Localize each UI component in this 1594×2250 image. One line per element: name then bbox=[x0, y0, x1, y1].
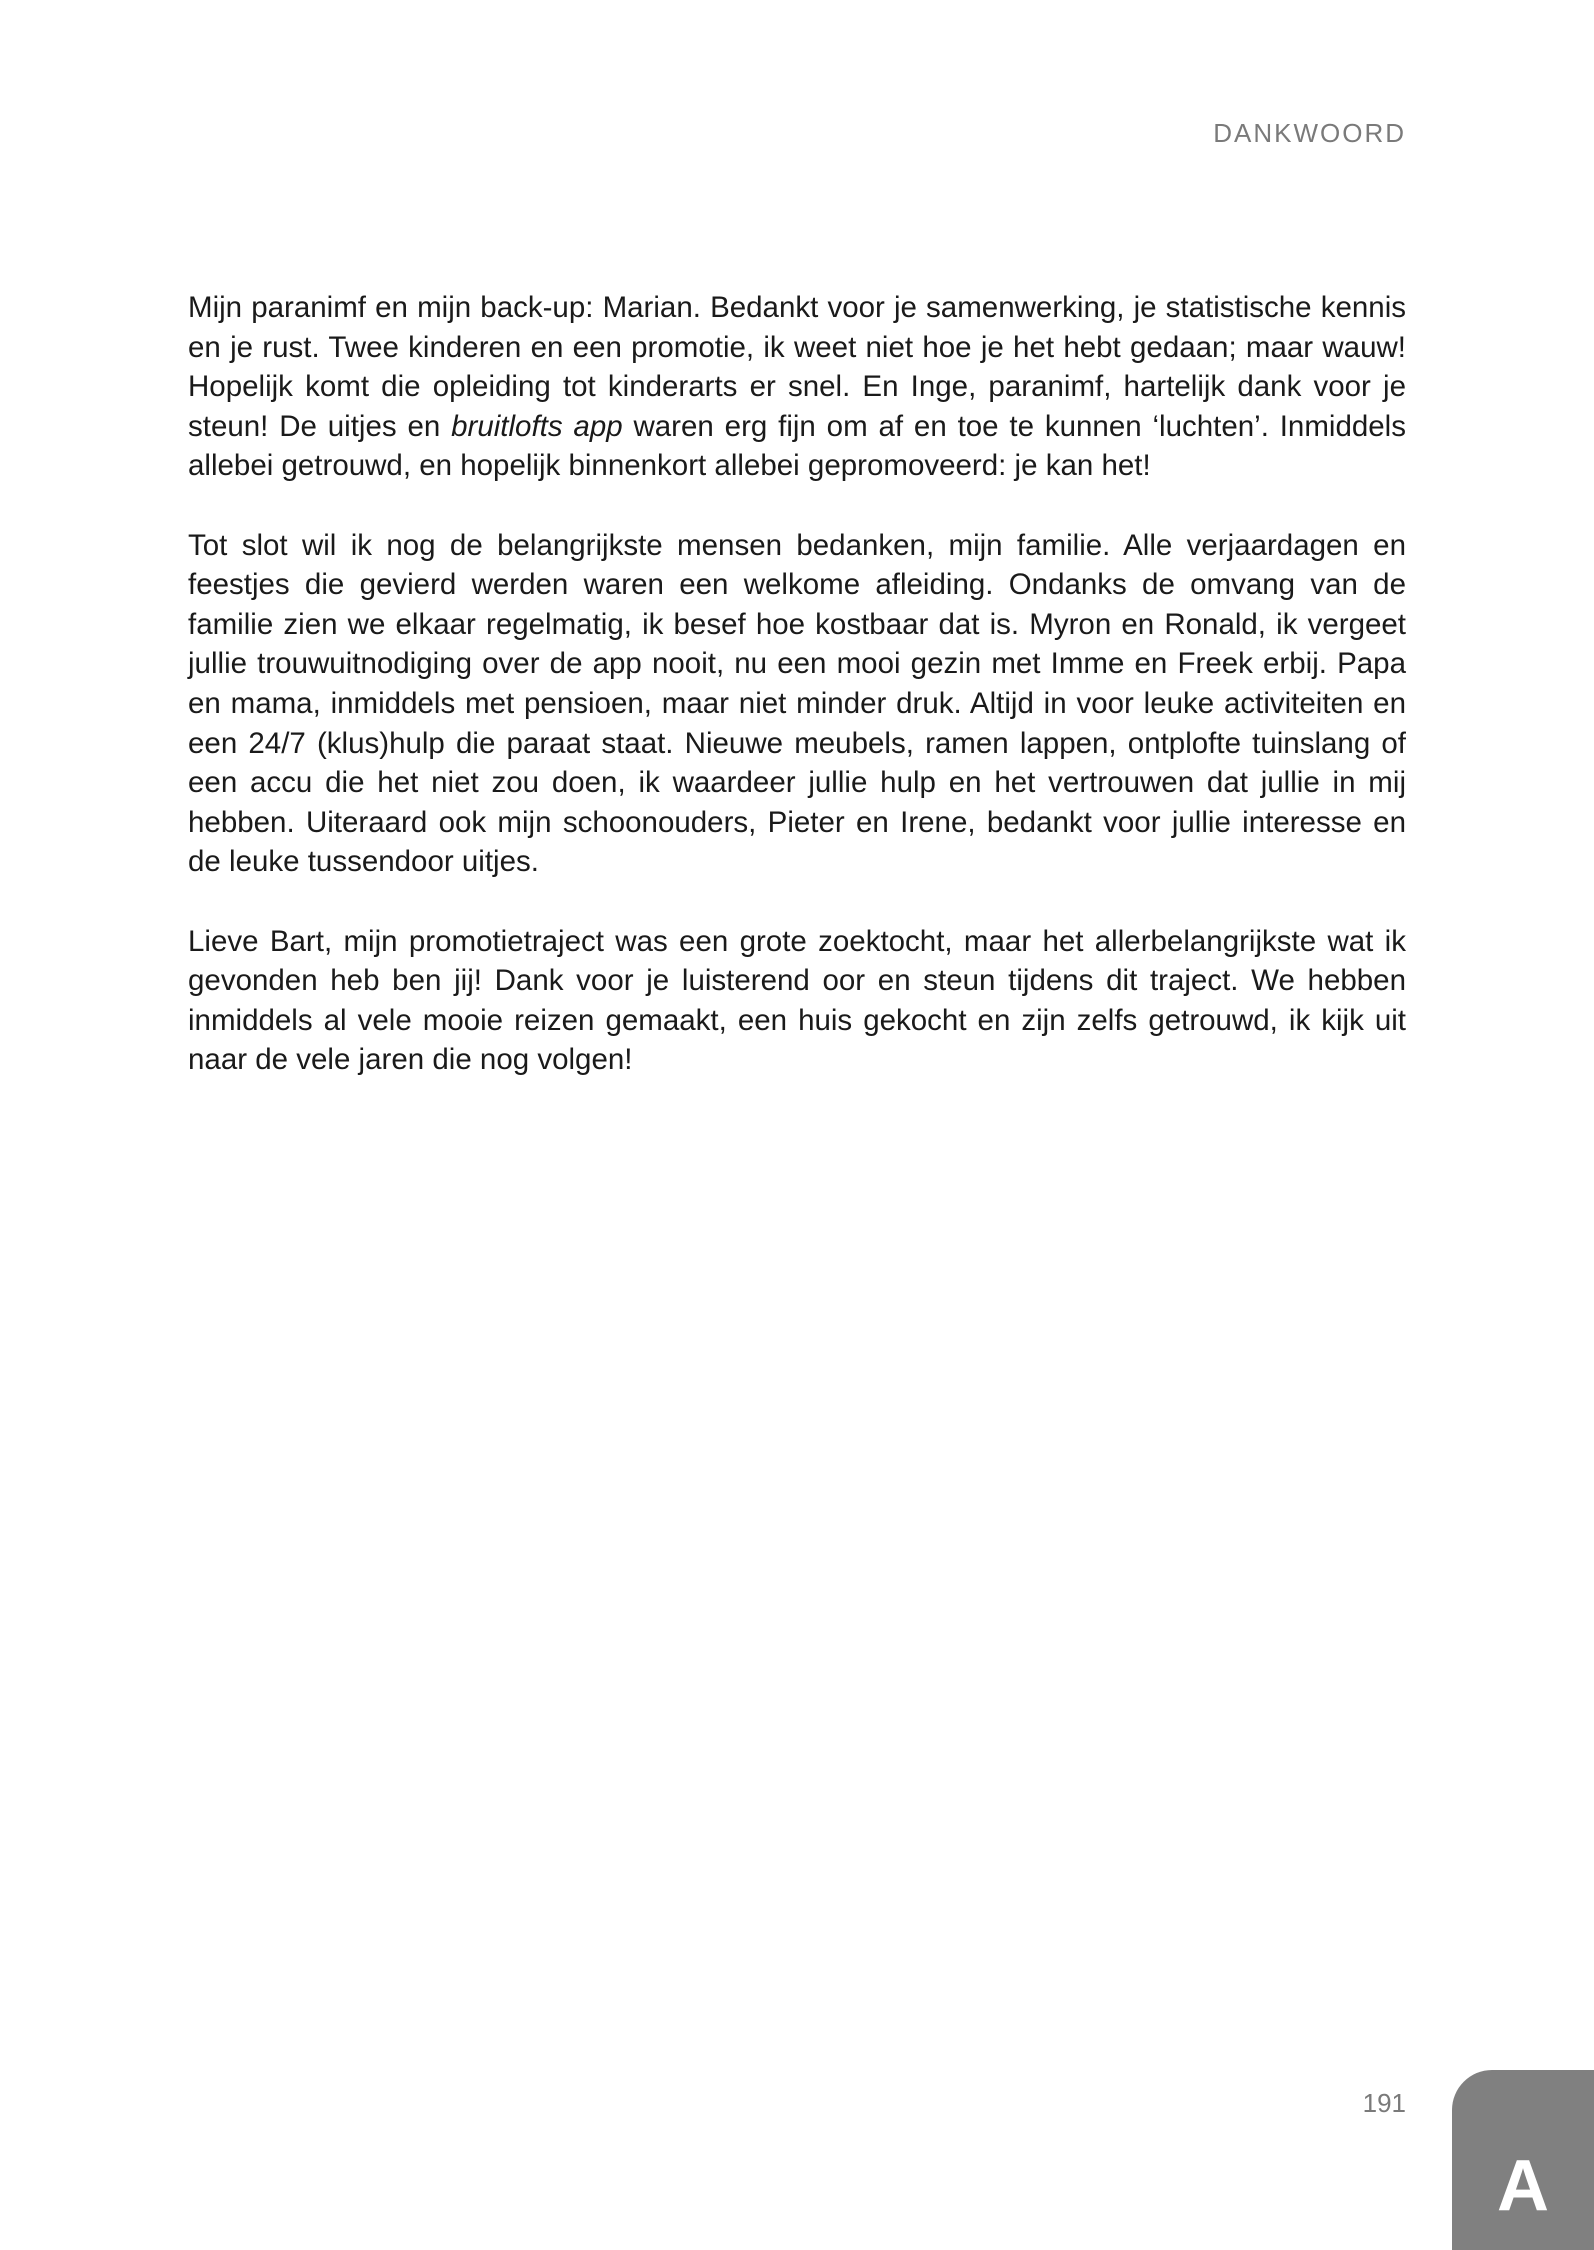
paragraph-familie: Tot slot wil ik nog de belangrijkste mensen bedanken, mijn familie. Alle verjaardagen en feestjes die gevierd werden waren een welkome afleiding. Ondanks de omvang van de familie zien we elkaar regelmatig, ik besef hoe kostbaar dat is. Myron en Ronald, ik vergeet jullie trouwuitnodiging over de app nooit, nu een mooi gezin met Imme en Freek erbij. Papa en mama, inmiddels met pensioen, maar niet minder druk. Altijd in voor leuke activiteiten en een 24/7 (klus)hulp die paraat staat. Nieuwe meubels, ramen lappen, ontplofte tuinslang of een accu die het niet zou doen, ik waardeer jullie hulp en het vertrouwen dat jullie in mij hebben. Uiteraard ook mijn schoonouders, Pieter en Irene, bedankt voor jullie interesse en de leuke tussendoor uitjes. bbox=[188, 528, 1406, 879]
paragraph-paranimfen-text-end: waren erg fijn om af en toe te kunnen ‘luchten’. Inmiddels allebei getrouwd, en hopelijk binnenkort allebei gepromoveerd: je kan het! bbox=[188, 409, 1406, 483]
body-text bbox=[188, 288, 1406, 1119]
paragraph-paranimfen-italic: bruitlofts app bbox=[451, 409, 623, 443]
section-tab-letter: A bbox=[1497, 2146, 1549, 2226]
section-tab bbox=[1452, 2070, 1594, 2250]
paragraph-bart: Lieve Bart, mijn promotietraject was een grote zoektocht, maar het allerbelangrijkste wat ik gevonden heb ben jij! Dank voor je luisterend oor en steun tijdens dit traject. We hebben inmiddels al vele mooie reizen gemaakt, een huis gekocht en zijn zelfs getrouwd, ik kijk uit naar de vele jaren die nog volgen! bbox=[188, 924, 1406, 1077]
running-header: DANKWOORD bbox=[1213, 118, 1406, 148]
paragraph-paranimfen-text-start: Mijn paranimf en mijn back-up: Marian. Bedankt voor je samenwerking, je statistische kennis en je rust. Twee kinderen en een promotie, ik weet niet hoe je het hebt gedaan; maar wauw! Hopelijk komt die opleiding tot kinderarts er snel. En Inge, paranimf, hartelijk dank voor je steun! De uitjes en bbox=[188, 291, 1406, 443]
page-number: 191 bbox=[1362, 2088, 1406, 2118]
paragraph-paranimfen bbox=[188, 288, 1406, 486]
